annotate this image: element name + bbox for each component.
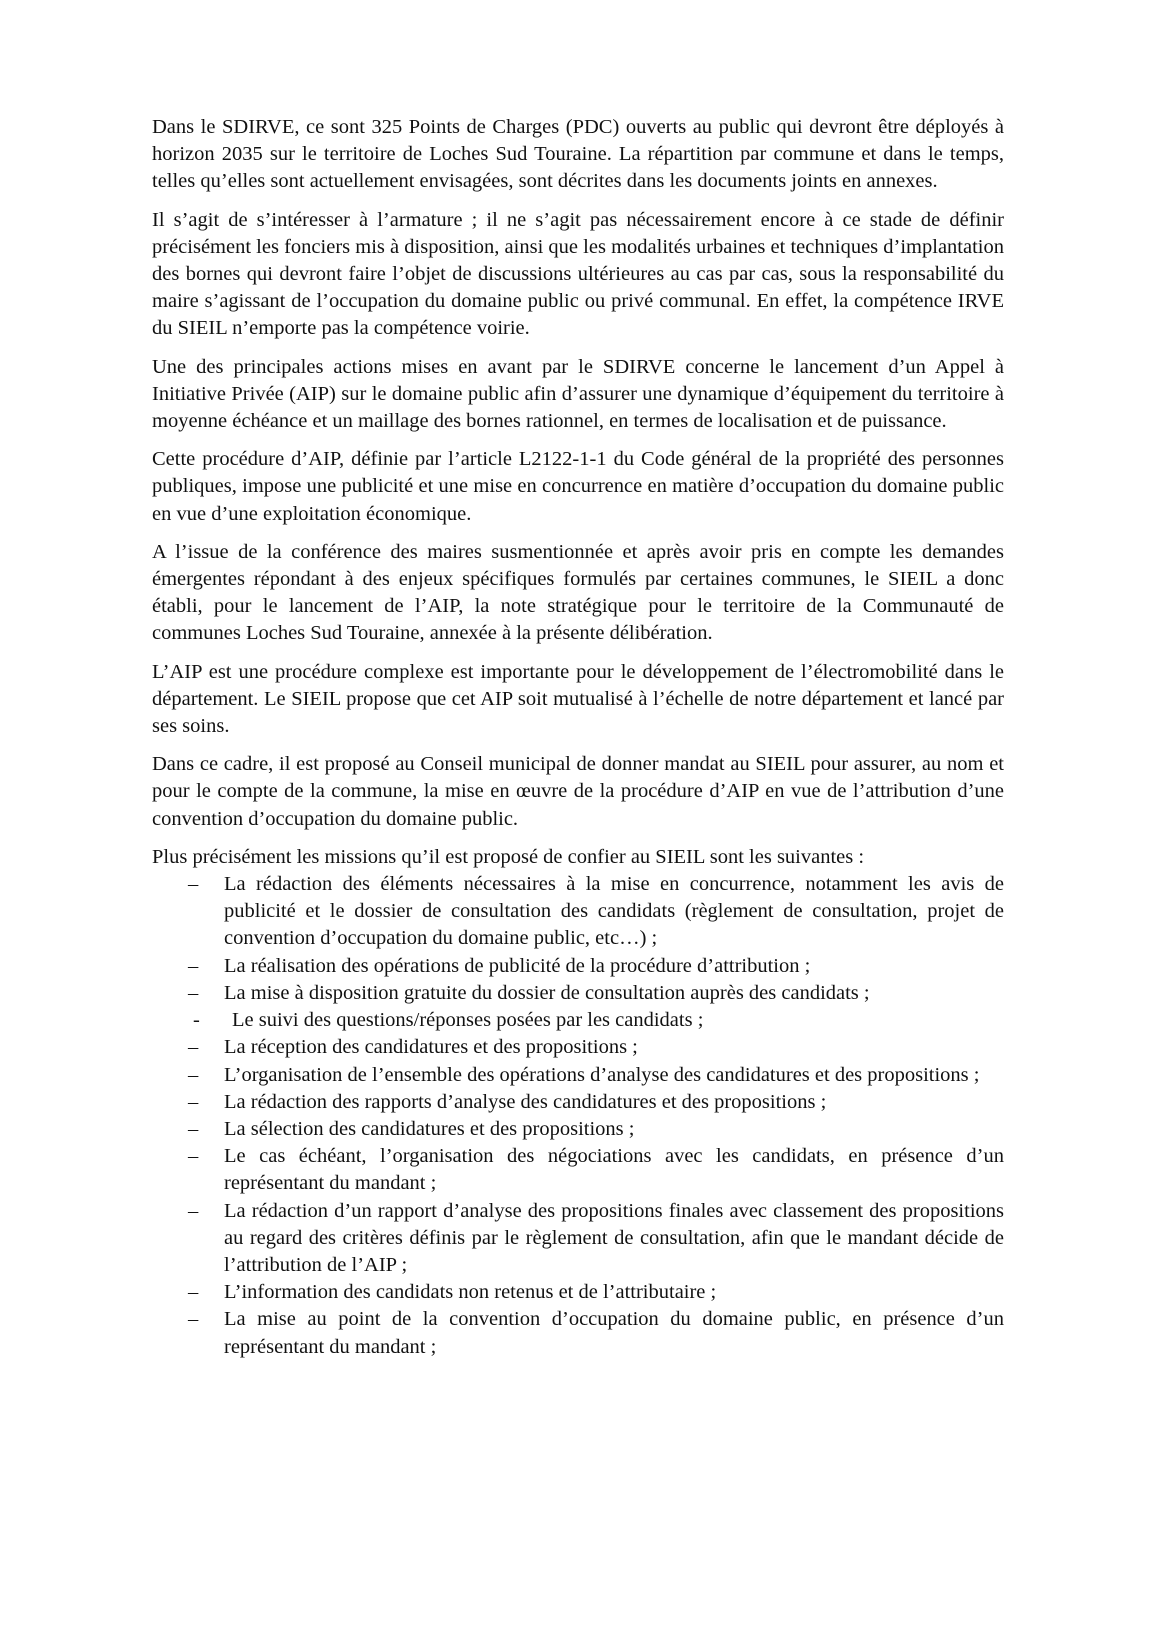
list-item xyxy=(152,1198,1004,1280)
document-body xyxy=(152,114,1004,1361)
dash-bullet: – xyxy=(188,1199,199,1222)
list-item-text: L’organisation de l’ensemble des opérations d’analyse des candidatures et des propositions ; xyxy=(224,1063,980,1086)
paragraph-mandate: Dans ce cadre, il est proposé au Conseil municipal de donner mandat au SIEIL pour assurer, au nom et pour le compte de la commune, la mise en œuvre de la procédure d’AIP en vue de l’attribution d’une convention d’occupation du domaine public. xyxy=(152,753,1004,830)
list-item xyxy=(152,1089,1004,1116)
paragraph-armature: Il s’agit de s’intéresser à l’armature ; il ne s’agit pas nécessairement encore à ce stade de définir précisément les fonciers mis à disposition, ainsi que les modalités urbaines et techniques d’implantation des bornes qui devront faire l’objet de discussions ultérieures au cas par cas, sous la responsabilité du maire s’agissant de l’occupation du domaine public ou privé communal. En effet, la compétence IRVE du SIEIL n’emporte pas la compétence voirie. xyxy=(152,208,1004,340)
list-item-text: Le suivi des questions/réponses posées par les candidats ; xyxy=(232,1009,704,1032)
list-item xyxy=(152,953,1004,980)
list-item-text: Le cas échéant, l’organisation des négociations avec les candidats, en présence d’un représentant du mandant ; xyxy=(224,1145,1004,1195)
dash-bullet: – xyxy=(188,1308,199,1331)
list-item-text: La mise à disposition gratuite du dossier de consultation auprès des candidats ; xyxy=(224,981,870,1004)
list-item xyxy=(152,1116,1004,1143)
list-item-text: La rédaction d’un rapport d’analyse des propositions finales avec classement des propositions au regard des critères définis par le règlement de consultation, afin que le mandant décide de l’attribution de l’AIP ; xyxy=(224,1199,1004,1276)
list-item-text: La réalisation des opérations de publicité de la procédure d’attribution ; xyxy=(224,954,811,977)
dash-bullet: – xyxy=(188,1117,199,1140)
dash-bullet: – xyxy=(188,1036,199,1059)
list-item xyxy=(152,1279,1004,1306)
paragraph-conference-maires: A l’issue de la conférence des maires susmentionnée et après avoir pris en compte les demandes émergentes répondant à des enjeux spécifiques formulés par certaines communes, le SIEIL a donc établi, pour le lancement de l’AIP, la note stratégique pour le territoire de la Communauté de communes Loches Sud Touraine, annexée à la présente délibération. xyxy=(152,540,1004,645)
paragraph-aip-launch: Une des principales actions mises en avant par le SDIRVE concerne le lancement d’un Appel à Initiative Privée (AIP) sur le domaine public afin d’assurer une dynamique d’équipement du territoire à moyenne échéance et un maillage des bornes rationnel, en termes de localisation et de puissance. xyxy=(152,355,1004,433)
missions-list xyxy=(152,871,1004,1361)
list-item xyxy=(152,1034,1004,1061)
list-item xyxy=(152,1062,1004,1089)
list-item-text: L’information des candidats non retenus et de l’attributaire ; xyxy=(224,1281,717,1304)
dash-bullet: – xyxy=(188,954,199,977)
dash-bullet: - xyxy=(193,1009,200,1032)
list-item xyxy=(152,871,1004,953)
dash-bullet: – xyxy=(188,1063,199,1086)
list-item xyxy=(152,1007,1004,1034)
list-item-text: La rédaction des rapports d’analyse des candidatures et des propositions ; xyxy=(224,1090,827,1113)
list-item-text: La sélection des candidatures et des propositions ; xyxy=(224,1117,635,1140)
list-item xyxy=(152,1143,1004,1197)
list-item xyxy=(152,1306,1004,1360)
dash-bullet: – xyxy=(188,1145,199,1168)
list-item xyxy=(152,980,1004,1007)
dash-bullet: – xyxy=(188,981,199,1004)
list-item-text: La rédaction des éléments nécessaires à la mise en concurrence, notamment les avis de publicité et le dossier de consultation des candidats (règlement de consultation, projet de convention d’occupation du domaine public, etc…) ; xyxy=(224,873,1004,950)
dash-bullet: – xyxy=(188,873,199,896)
paragraph-aip-procedure: Cette procédure d’AIP, définie par l’article L2122-1-1 du Code général de la propriété des personnes publiques, impose une publicité et une mise en concurrence en matière d’occupation du domaine public en vue d’une exploitation économique. xyxy=(152,448,1004,525)
dash-bullet: – xyxy=(188,1281,199,1304)
list-item-text: La mise au point de la convention d’occupation du domaine public, en présence d’un représentant du mandant ; xyxy=(224,1308,1004,1358)
missions-intro: Plus précisément les missions qu’il est proposé de confier au SIEIL sont les suivantes : xyxy=(152,845,865,868)
list-item-text: La réception des candidatures et des propositions ; xyxy=(224,1036,638,1059)
dash-bullet: – xyxy=(188,1090,199,1113)
paragraph-aip-complexity: L’AIP est une procédure complexe est importante pour le développement de l’électromobilité dans le département. Le SIEIL propose que cet AIP soit mutualisé à l’échelle de notre département et lancé par ses soins. xyxy=(152,660,1004,738)
paragraph-sdirve-points: Dans le SDIRVE, ce sont 325 Points de Charges (PDC) ouverts au public qui devront être déployés à horizon 2035 sur le territoire de Loches Sud Touraine. La répartition par commune et dans le temps, telles qu’elles sont actuellement envisagées, sont décrites dans les documents joints en annexes. xyxy=(152,116,1004,193)
